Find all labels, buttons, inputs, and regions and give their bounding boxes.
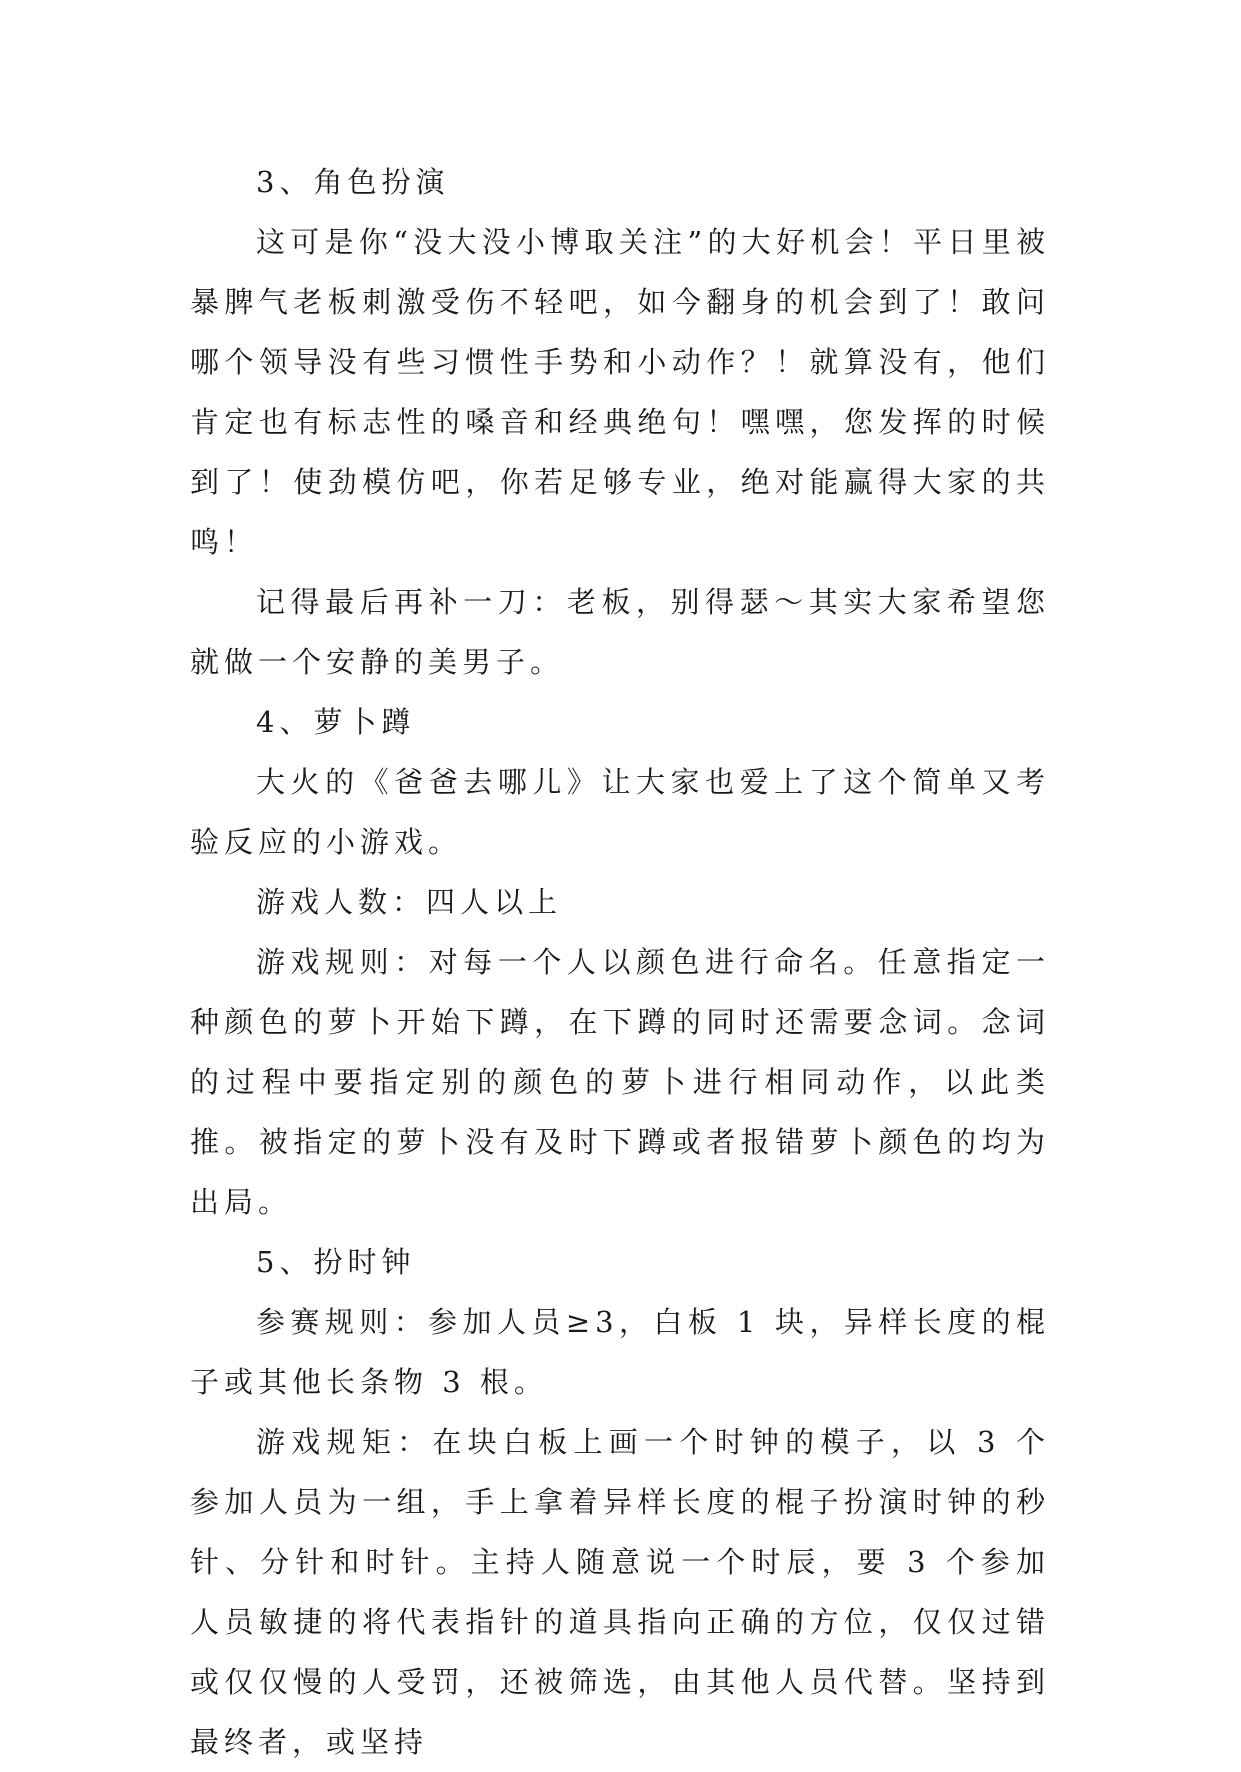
paragraph: 游戏人数：四人以上: [256, 885, 563, 919]
section-heading-clock: 5、扮时钟: [256, 1245, 416, 1279]
section-heading-radish-squat: 4、萝卜蹲: [256, 705, 416, 739]
paragraph: 游戏规矩：在块白板上画一个时钟的模子，以 3 个参加人员为一组，手上拿着异样长度的棍子扮演时钟的秒针、分针和时针。主持人随意说一个时辰，要 3 个参加人员敏捷的将代表指针的道具指向正确的方位，仅仅过错或仅仅慢的人受罚，还被筛选，由其他人员代替。坚持到最终者，或坚持: [190, 1425, 1050, 1759]
section-heading-role-play: 3、角色扮演: [256, 165, 450, 199]
paragraph: 这可是你“没大没小博取关注”的大好机会！平日里被暴脾气老板刺激受伤不轻吧，如今翻身的机会到了！敢问哪个领导没有些习惯性手势和小动作？！就算没有，他们肯定也有标志性的嗓音和经典绝句！嘿嘿，您发挥的时候到了！使劲模仿吧，你若足够专业，绝对能赢得大家的共鸣！: [190, 225, 1050, 559]
paragraph: 大火的《爸爸去哪儿》让大家也爱上了这个简单又考验反应的小游戏。: [190, 765, 1050, 859]
document-page: [190, 152, 1050, 1772]
paragraph: 参赛规则：参加人员≥3，白板 1 块，异样长度的棍子或其他长条物 3 根。: [190, 1305, 1050, 1399]
paragraph: 记得最后再补一刀：老板，别得瑟～其实大家希望您就做一个安静的美男子。: [190, 585, 1050, 679]
paragraph: 游戏规则：对每一个人以颜色进行命名。任意指定一种颜色的萝卜开始下蹲，在下蹲的同时还需要念词。念词的过程中要指定别的颜色的萝卜进行相同动作，以此类推。被指定的萝卜没有及时下蹲或者报错萝卜颜色的均为出局。: [190, 945, 1050, 1219]
